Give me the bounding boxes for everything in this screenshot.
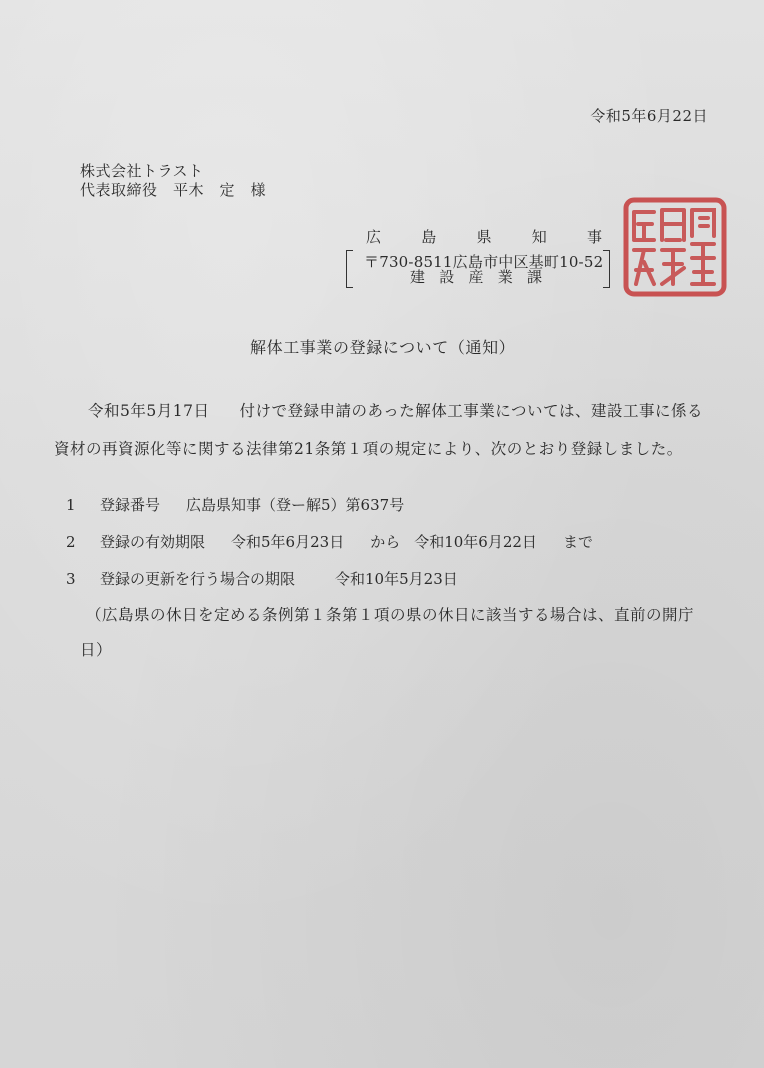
sender-name-char: 知: [531, 228, 547, 246]
list-item: [66, 498, 404, 513]
sender-department: [410, 270, 542, 285]
sender-name-char: 広: [366, 228, 382, 246]
sender-dept-char: 産: [468, 268, 484, 286]
to-word: まで: [562, 533, 593, 551]
note-line-2: 日）: [80, 641, 113, 659]
right-bracket: [603, 250, 610, 288]
item-label: 登録の更新を行う場合の期限: [100, 570, 296, 588]
recipient-company: 株式会社トラスト: [80, 162, 204, 180]
application-date: 令和5年5月17日: [88, 402, 210, 420]
sender-name: [366, 230, 602, 245]
sender-dept-char: 業: [497, 268, 513, 286]
from-word: から: [370, 533, 401, 551]
list-item: [66, 535, 593, 550]
document-title: 解体工事業の登録について（通知）: [250, 338, 516, 357]
official-seal-icon: [622, 196, 728, 298]
body-paragraph-line-1: [88, 404, 703, 420]
recipient-name: 代表取締役 平木 定 様: [80, 181, 267, 199]
validity-from-date: 令和5年6月23日: [231, 533, 345, 551]
item-value: 令和10年5月23日: [335, 570, 458, 588]
body-text: 付けで登録申請のあった解体工事業については、建設工事に係る: [239, 402, 703, 420]
sender-dept-char: 建: [410, 268, 426, 286]
sender-dept-char: 課: [526, 268, 542, 286]
sender-address: 〒730-8511広島市中区基町10-52: [364, 253, 604, 271]
item-number: 2: [66, 533, 76, 551]
sender-dept-char: 設: [439, 268, 455, 286]
item-number: 3: [66, 570, 76, 588]
item-number: 1: [66, 496, 76, 514]
item-value: 広島県知事（登ー解5）第637号: [186, 496, 405, 514]
sender-name-char: 島: [421, 228, 437, 246]
sender-block: [346, 228, 610, 288]
sender-name-char: 県: [476, 228, 492, 246]
sender-name-char: 事: [586, 228, 602, 246]
list-item: [66, 572, 458, 587]
note-line-1: （広島県の休日を定める条例第１条第１項の県の休日に該当する場合は、直前の開庁: [86, 606, 695, 624]
item-label: 登録番号: [100, 496, 161, 514]
validity-to-date: 令和10年6月22日: [414, 533, 537, 551]
item-label: 登録の有効期限: [100, 533, 206, 551]
left-bracket: [346, 250, 353, 288]
document-date: 令和5年6月22日: [590, 107, 708, 125]
body-paragraph-line-2: 資材の再資源化等に関する法律第21条第１項の規定により、次のとおり登録しました。: [54, 440, 683, 458]
